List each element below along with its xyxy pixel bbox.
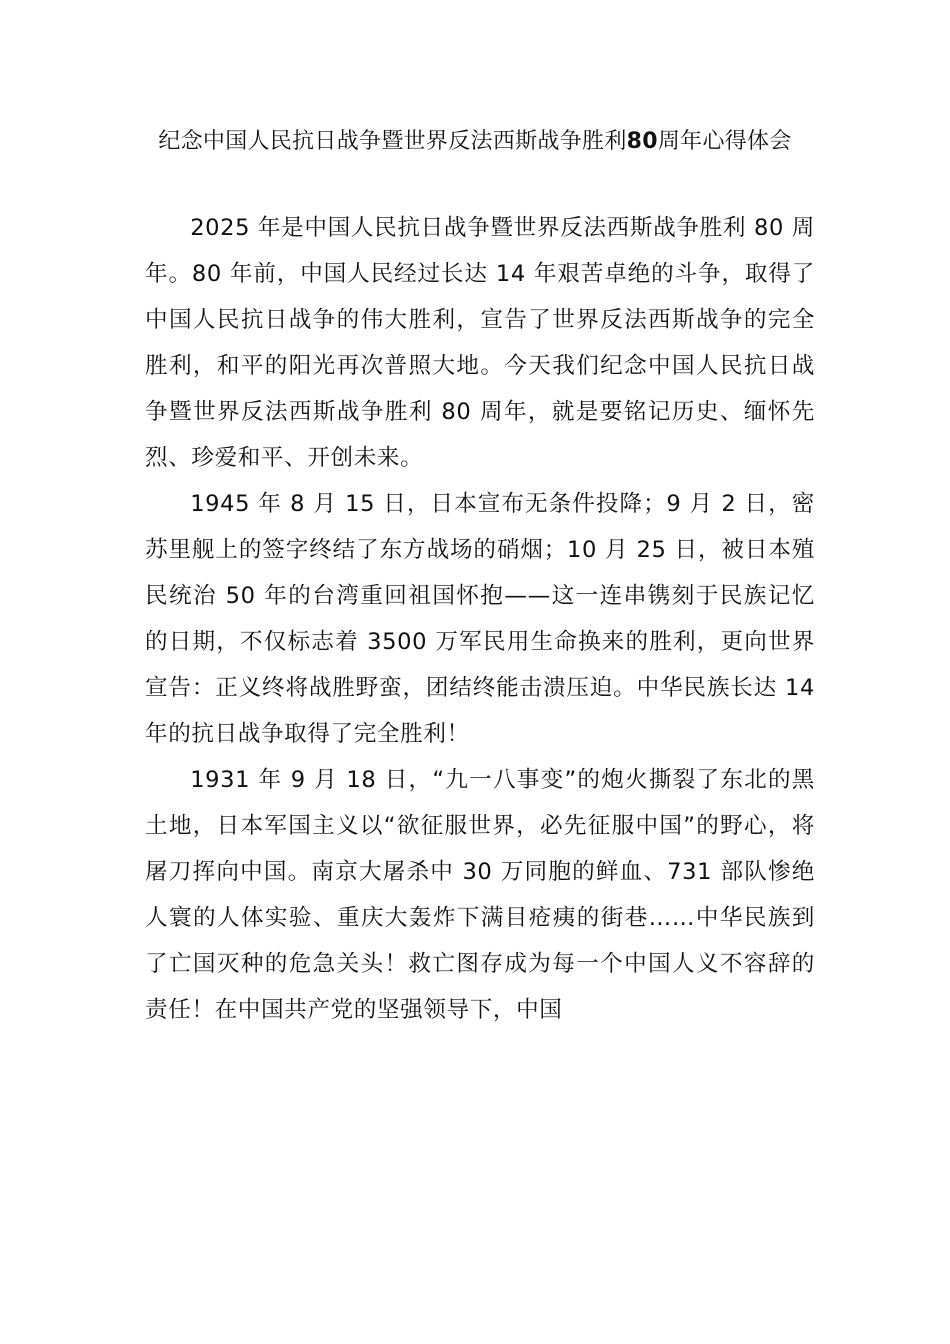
paragraph-2: 1945 年 8 月 15 日，日本宣布无条件投降；9 月 2 日，密苏里舰上的签字终结了东方战场的硝烟；10 月 25 日，被日本殖民统治 50 年的台湾重回祖国怀抱——这一连串镌刻于民族记忆的日期，不仅标志着 3500 万军民用生命换来的胜利，更向世界宣告：正义终将战胜野蛮，团结终能击溃压迫。中华民族长达 14 年的抗日战争取得了完全胜利！ — [145, 491, 815, 747]
title-number: 80 — [626, 129, 658, 154]
document-body — [145, 205, 815, 1033]
paragraph-3: 1931 年 9 月 18 日，“九一八事变”的炮火撕裂了东北的黑土地，日本军国主义以“欲征服世界，必先征服中国”的野心，将屠刀挥向中国。南京大屠杀中 30 万同胞的鲜血、731 部队惨绝人寰的人体实验、重庆大轰炸下满目疮痍的街巷……中华民族到了亡国灭种的危急关头！救亡图存成为每一个中国人义不容辞的责任！在中国共产党的坚强领导下，中国 — [145, 767, 815, 1023]
title-text-part1: 纪念中国人民抗日战争暨世界反法西斯战争胜利 — [158, 129, 627, 154]
document-title — [130, 121, 820, 163]
title-text-part2: 周年心得体会 — [657, 129, 792, 154]
paragraph-1: 2025 年是中国人民抗日战争暨世界反法西斯战争胜利 80 周年。80 年前，中国人民经过长达 14 年艰苦卓绝的斗争，取得了中国人民抗日战争的伟大胜利，宣告了世界反法西斯战争的完全胜利，和平的阳光再次普照大地。今天我们纪念中国人民抗日战争暨世界反法西斯战争胜利 80 周年，就是要铭记历史、缅怀先烈、珍爱和平、开创未来。 — [145, 215, 815, 471]
